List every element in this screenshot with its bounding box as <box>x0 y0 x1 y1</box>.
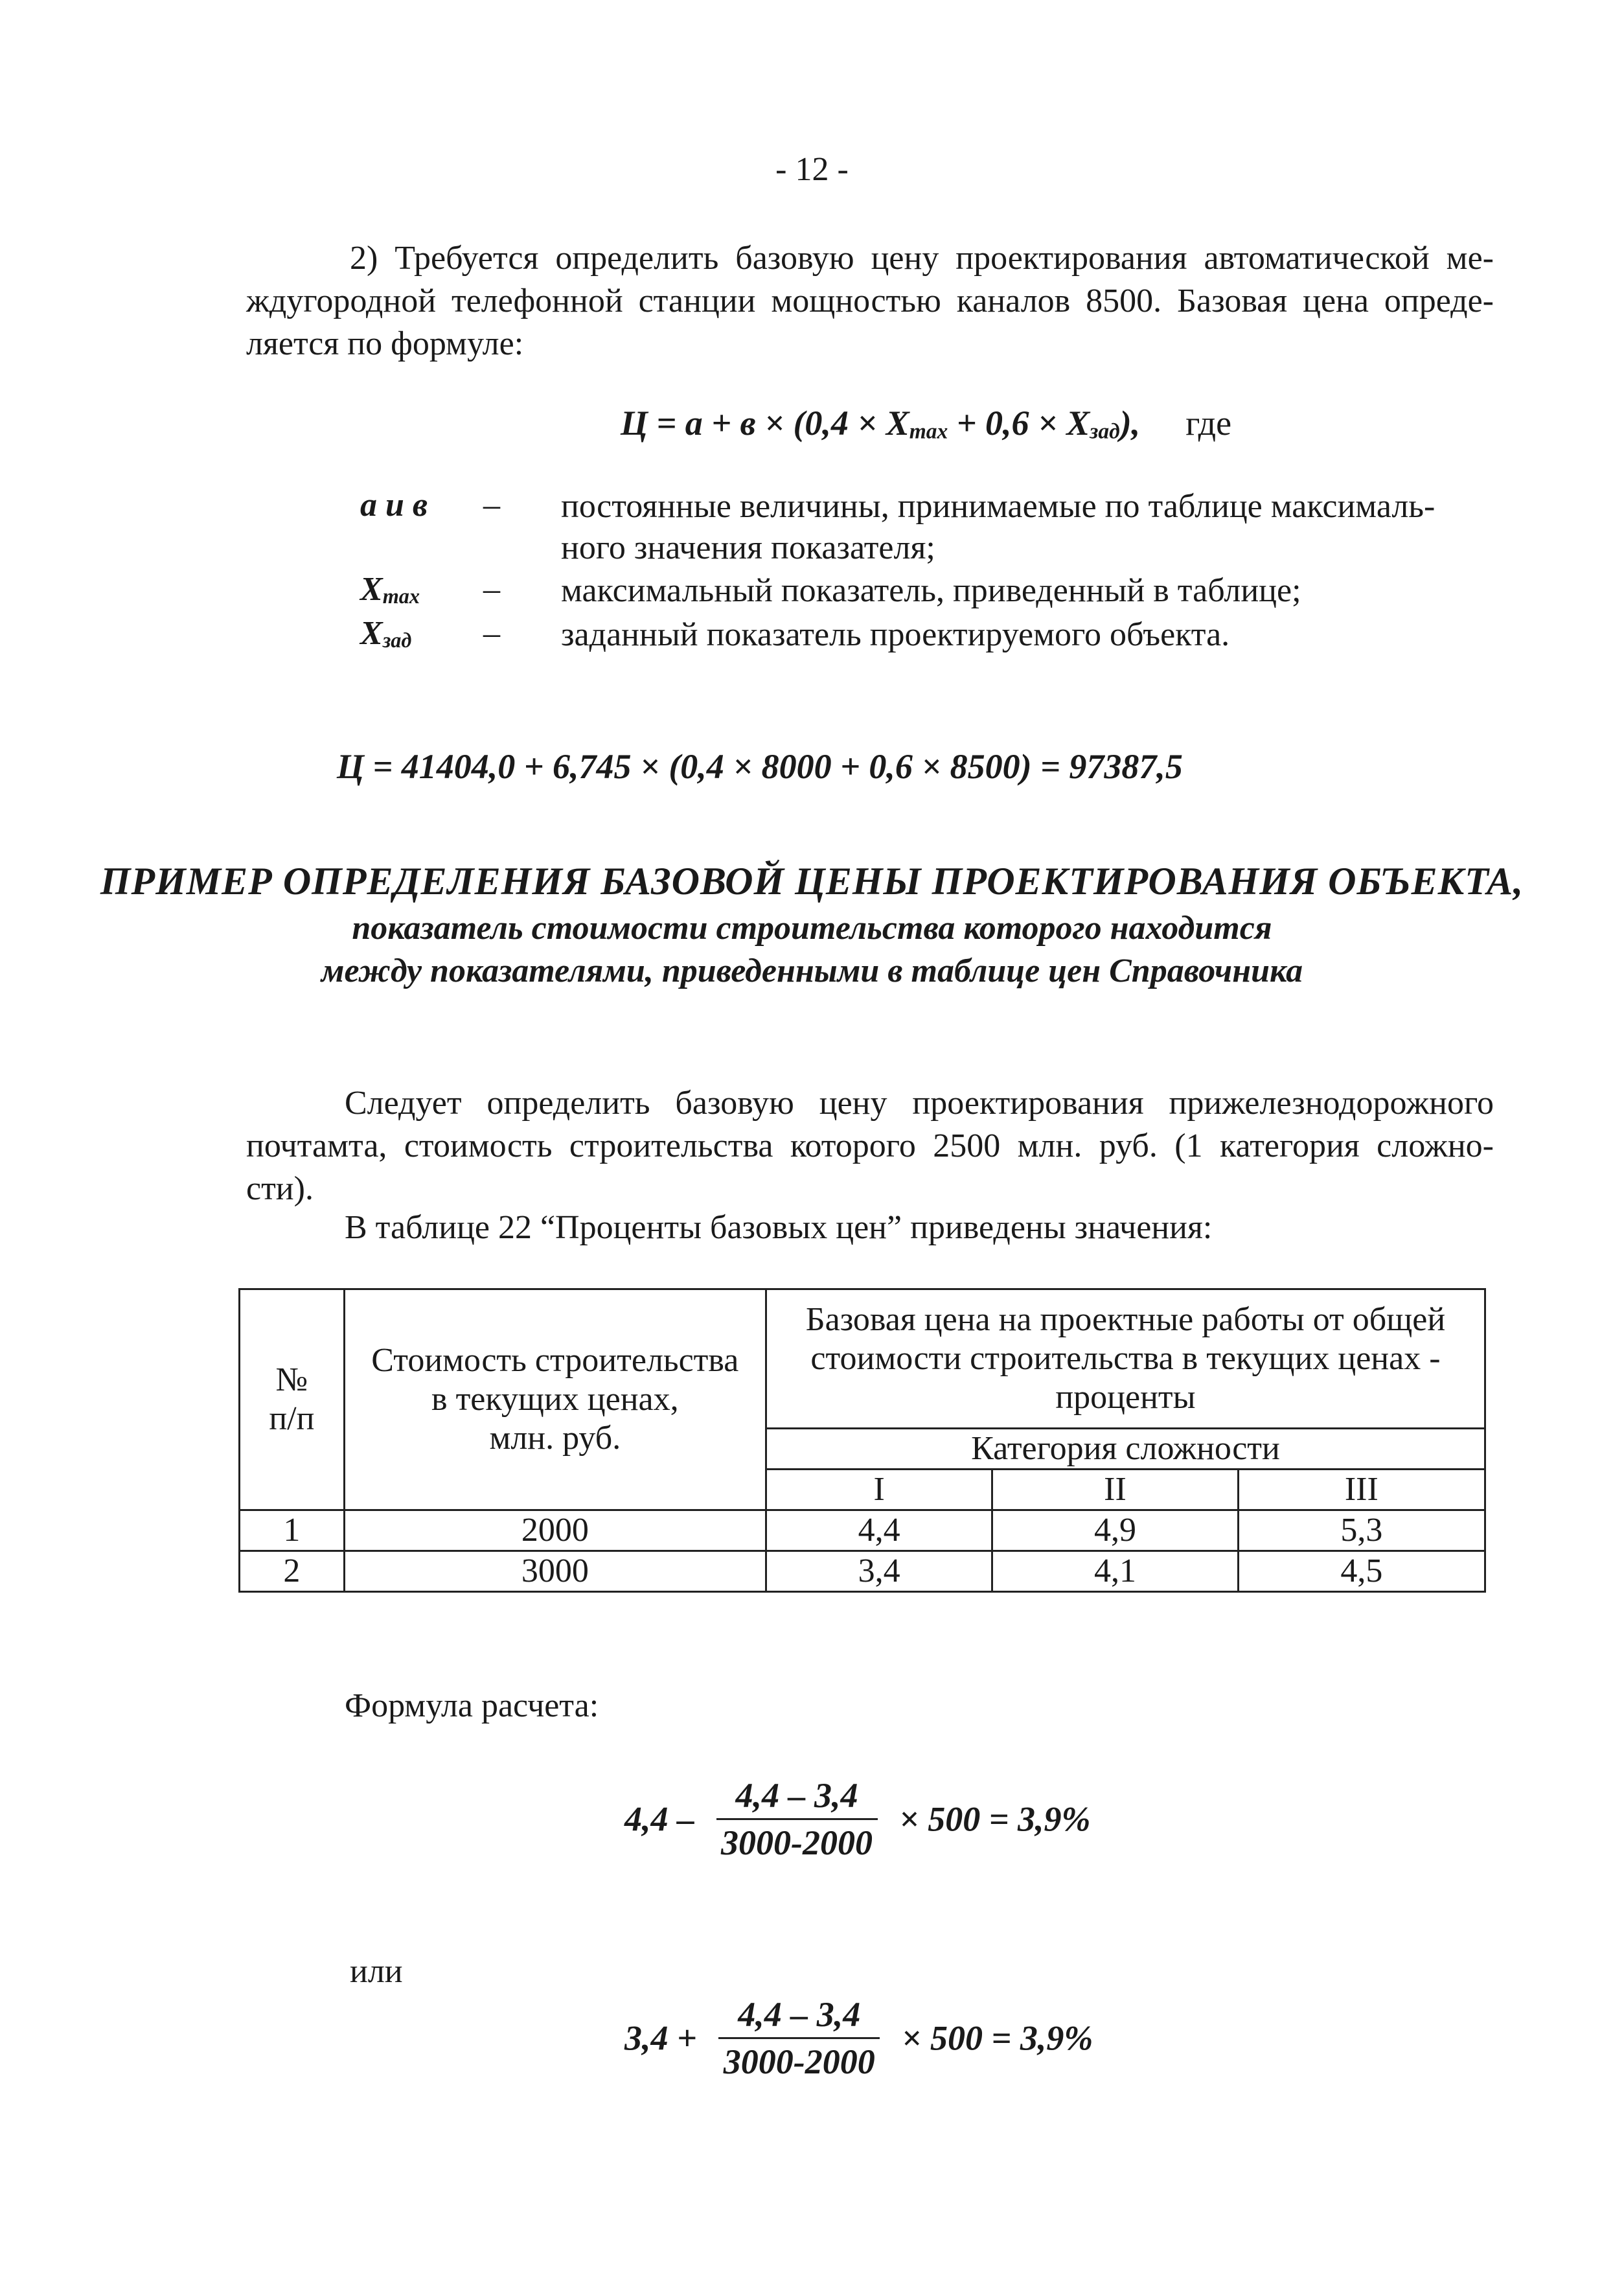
prices-table <box>238 1288 1486 1593</box>
fraction-numerator: 4,4 – 3,4 <box>716 1775 878 1820</box>
fraction-numerator: 4,4 – 3,4 <box>718 1994 880 2039</box>
definition-dash: – <box>483 571 500 608</box>
cell-num: 1 <box>240 1510 345 1551</box>
header-cost: Стоимость строительства в текущих ценах, млн. руб. <box>344 1289 766 1510</box>
section-heading <box>0 855 1624 993</box>
calc-lead: 4,4 – <box>624 1799 694 1839</box>
cell-cost: 3000 <box>344 1551 766 1592</box>
paragraph-line: сти). <box>246 1170 314 1207</box>
calc-fraction <box>718 1994 880 2082</box>
paragraph-line: ждугородной телефонной станции мощностью каналов 8500. Базовая цена опреде- <box>246 283 1494 319</box>
definitions-list <box>360 486 1500 658</box>
table-row <box>240 1551 1485 1592</box>
cell-value: 3,4 <box>766 1551 992 1592</box>
calc-lead: 3,4 + <box>624 2018 697 2058</box>
example-paragraph <box>246 1082 1494 1210</box>
calc-tail: × 500 = 3,9% <box>901 2018 1093 2058</box>
formula-sub: зад <box>1090 419 1120 444</box>
calc-fraction <box>716 1775 878 1863</box>
paragraph-line: 2) Требуется определить базовую цену проектирования автоматической ме- <box>350 240 1494 277</box>
definition-text: максимальный показатель, приведенный в таблице; <box>561 572 1301 609</box>
calc-formula-2 <box>624 1994 1093 2082</box>
cell-value: 5,3 <box>1238 1510 1485 1551</box>
definition-row <box>360 570 1500 614</box>
heading-line: показатель стоимости строительства которого находится <box>352 910 1272 947</box>
heading-line: между показателями, приведенными в таблице цен Справочника <box>321 952 1303 989</box>
formula-expr: + 0,6 × X <box>948 404 1090 443</box>
formula-sub: max <box>909 419 948 444</box>
heading-line: ПРИМЕР ОПРЕДЕЛЕНИЯ БАЗОВОЙ ЦЕНЫ ПРОЕКТИРОВАНИЯ ОБЪЕКТА, <box>100 860 1524 903</box>
fraction-denominator: 3000-2000 <box>721 1823 873 1862</box>
definition-term: $X_{зад}$ <box>360 615 412 652</box>
definition-row <box>360 614 1500 658</box>
or-label: или <box>350 1953 403 1990</box>
formula-label: Формула расчета: <box>345 1687 599 1724</box>
formula-expr: ), <box>1119 404 1141 443</box>
definition-text: заданный показатель проектируемого объекта. <box>561 616 1230 653</box>
fraction-denominator: 3000-2000 <box>723 2042 875 2081</box>
cell-num: 2 <box>240 1551 345 1592</box>
definition-text: постоянные величины, принимаемые по таблице максималь- ного значения показателя; <box>561 488 1435 566</box>
table-intro: В таблице 22 “Проценты базовых цен” приведены значения: <box>345 1209 1213 1246</box>
formula-where: где <box>1185 404 1232 443</box>
calc-formula-1 <box>624 1775 1091 1863</box>
paragraph-line: Следует определить базовую цену проектирования прижелезнодорожного <box>345 1085 1494 1122</box>
definition-dash: – <box>483 615 500 652</box>
formula-main <box>621 403 1231 444</box>
header-base-price: Базовая цена на проектные работы от общей стоимости строительства в текущих ценах - проценты <box>766 1289 1485 1429</box>
intro-paragraph <box>246 237 1494 365</box>
definition-term: $X_{max}$ <box>360 571 420 608</box>
header-category: Категория сложности <box>766 1429 1485 1470</box>
definition-row <box>360 486 1500 570</box>
header-num: № п/п <box>240 1289 345 1510</box>
paragraph-line: ляется по формуле: <box>246 325 524 362</box>
cell-cost: 2000 <box>344 1510 766 1551</box>
cell-value: 4,5 <box>1238 1551 1485 1592</box>
cell-value: 4,4 <box>766 1510 992 1551</box>
formula-expr: Ц = а + в × (0,4 × X <box>621 404 909 443</box>
paragraph-line: почтамта, стоимость строительства которого 2500 млн. руб. (1 категория сложно- <box>246 1127 1494 1164</box>
definition-term: а и в <box>360 487 428 524</box>
cell-value: 4,9 <box>992 1510 1238 1551</box>
header-category-ii: II <box>992 1470 1238 1510</box>
header-category-i: I <box>766 1470 992 1510</box>
calc-tail: × 500 = 3,9% <box>899 1799 1091 1839</box>
table-row <box>240 1510 1485 1551</box>
formula-calc: Ц = 41404,0 + 6,745 × (0,4 × 8000 + 0,6 × 8500) = 97387,5 <box>337 747 1183 786</box>
page-number: - 12 - <box>775 151 849 188</box>
header-category-iii: III <box>1238 1470 1485 1510</box>
cell-value: 4,1 <box>992 1551 1238 1592</box>
definition-dash: – <box>483 487 500 524</box>
